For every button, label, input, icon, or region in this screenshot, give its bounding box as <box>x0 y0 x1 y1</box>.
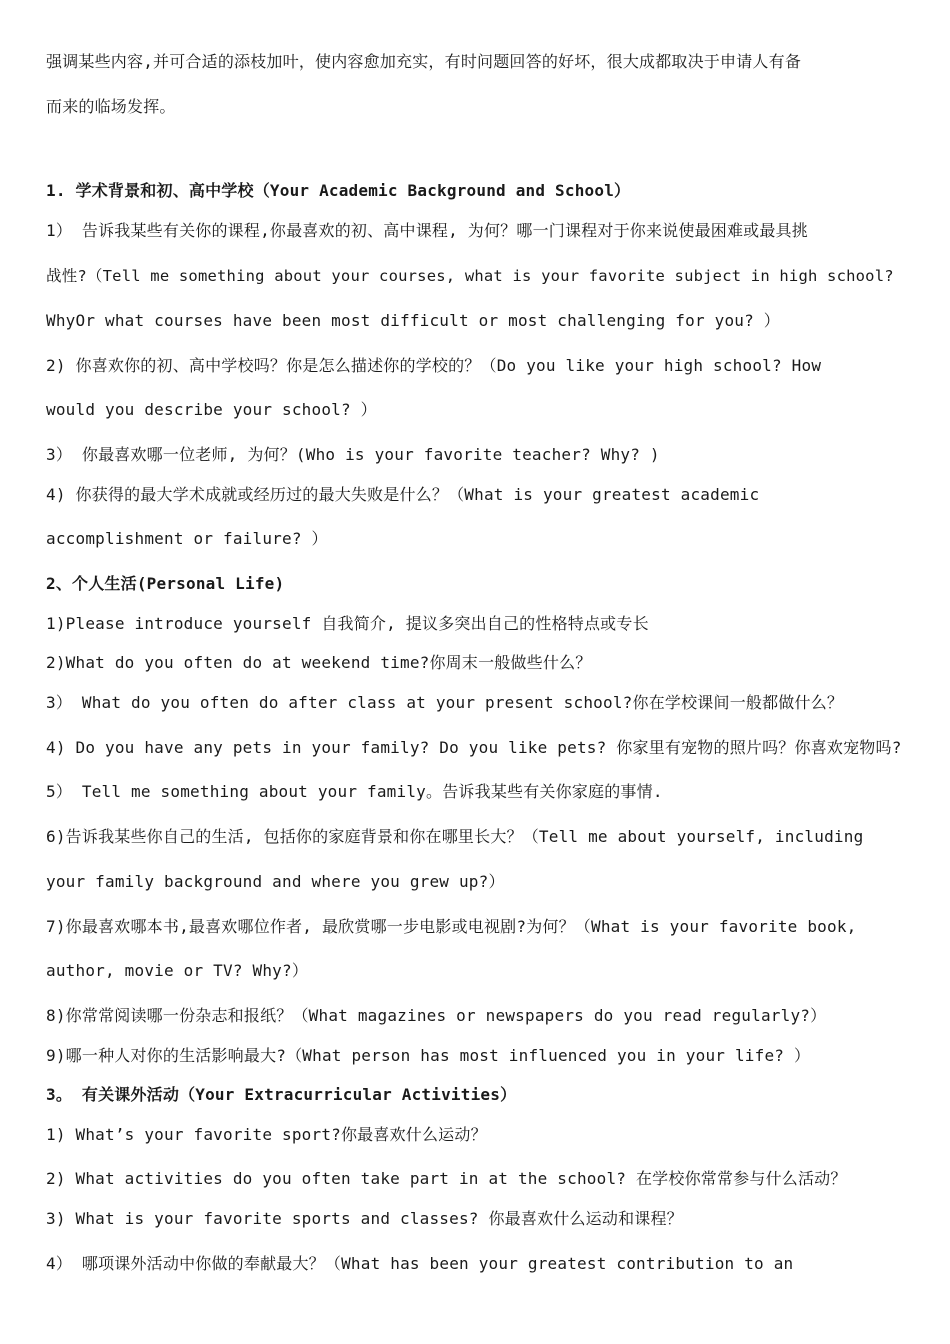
question-item-continued: would you describe your school? ） <box>46 400 377 419</box>
question-item-continued: your family background and where you grew up?） <box>46 872 505 891</box>
question-item: 6)告诉我某些你自己的生活, 包括你的家庭背景和你在哪里长大？（Tell me about yourself, including <box>46 827 864 846</box>
question-item-continued: WhyOr what courses have been most difficult or most challenging for you? ） <box>46 311 780 330</box>
question-item-continued: accomplishment or failure? ） <box>46 529 328 548</box>
question-item: 3) What is your favorite sports and classes? 你最喜欢什么运动和课程？ <box>46 1209 683 1228</box>
question-item: 2) What activities do you often take part in at the school? 在学校你常常参与什么活动？ <box>46 1169 847 1188</box>
section-heading-academic: 1. 学术背景和初、高中学校（Your Academic Background and School） <box>46 181 631 200</box>
question-item: 9)哪一种人对你的生活影响最大?（What person has most influenced you in your life? ） <box>46 1046 811 1065</box>
section-heading-personal-life: 2、个人生活(Personal Life) <box>46 574 285 593</box>
question-item: 4) 你获得的最大学术成就或经历过的最大失败是什么？（What is your greatest academic <box>46 485 760 504</box>
question-item: 7)你最喜欢哪本书,最喜欢哪位作者, 最欣赏哪一步电影或电视剧?为何？（What is your favorite book, <box>46 917 857 936</box>
question-item: 4) Do you have any pets in your family? Do you like pets? 你家里有宠物的照片吗？你喜欢宠物吗? <box>46 738 902 757</box>
question-item: 4） 哪项课外活动中你做的奉献最大？（What has been your greatest contribution to an <box>46 1254 794 1273</box>
question-item: 3） 你最喜欢哪一位老师, 为何？(Who is your favorite teacher? Why? ) <box>46 445 660 464</box>
question-item: 5） Tell me something about your family。告诉我某些有关你家庭的事情. <box>46 782 663 801</box>
question-item: 8)你常常阅读哪一份杂志和报纸？（What magazines or newspapers do you read regularly?） <box>46 1006 827 1025</box>
question-item: 2) 你喜欢你的初、高中学校吗？你是怎么描述你的学校的？（Do you like your high school? How <box>46 356 822 375</box>
intro-paragraph-line: 强调某些内容,并可合适的添枝加叶，使内容愈加充实，有时问题回答的好坏，很大成都取决于申请人有备 <box>46 52 802 71</box>
question-item: 3） What do you often do after class at your present school?你在学校课间一般都做什么？ <box>46 693 844 712</box>
intro-paragraph-line: 而来的临场发挥。 <box>46 97 176 116</box>
question-item-continued: 战性?（Tell me something about your courses, what is your favorite subject in high school? <box>46 267 894 285</box>
section-heading-extracurricular: 3。 有关课外活动（Your Extracurricular Activities） <box>46 1085 517 1104</box>
question-item: 2)What do you often do at weekend time?你周末一般做些什么？ <box>46 653 592 672</box>
question-item: 1)Please introduce yourself 自我简介, 提议多突出自己的性格特点或专长 <box>46 614 649 633</box>
question-item-continued: author, movie or TV? Why?） <box>46 961 309 980</box>
question-item: 1） 告诉我某些有关你的课程,你最喜欢的初、高中课程, 为何？哪一门课程对于你来说使最困难或最具挑 <box>46 221 808 240</box>
question-item: 1) What’s your favorite sport?你最喜欢什么运动？ <box>46 1125 487 1144</box>
